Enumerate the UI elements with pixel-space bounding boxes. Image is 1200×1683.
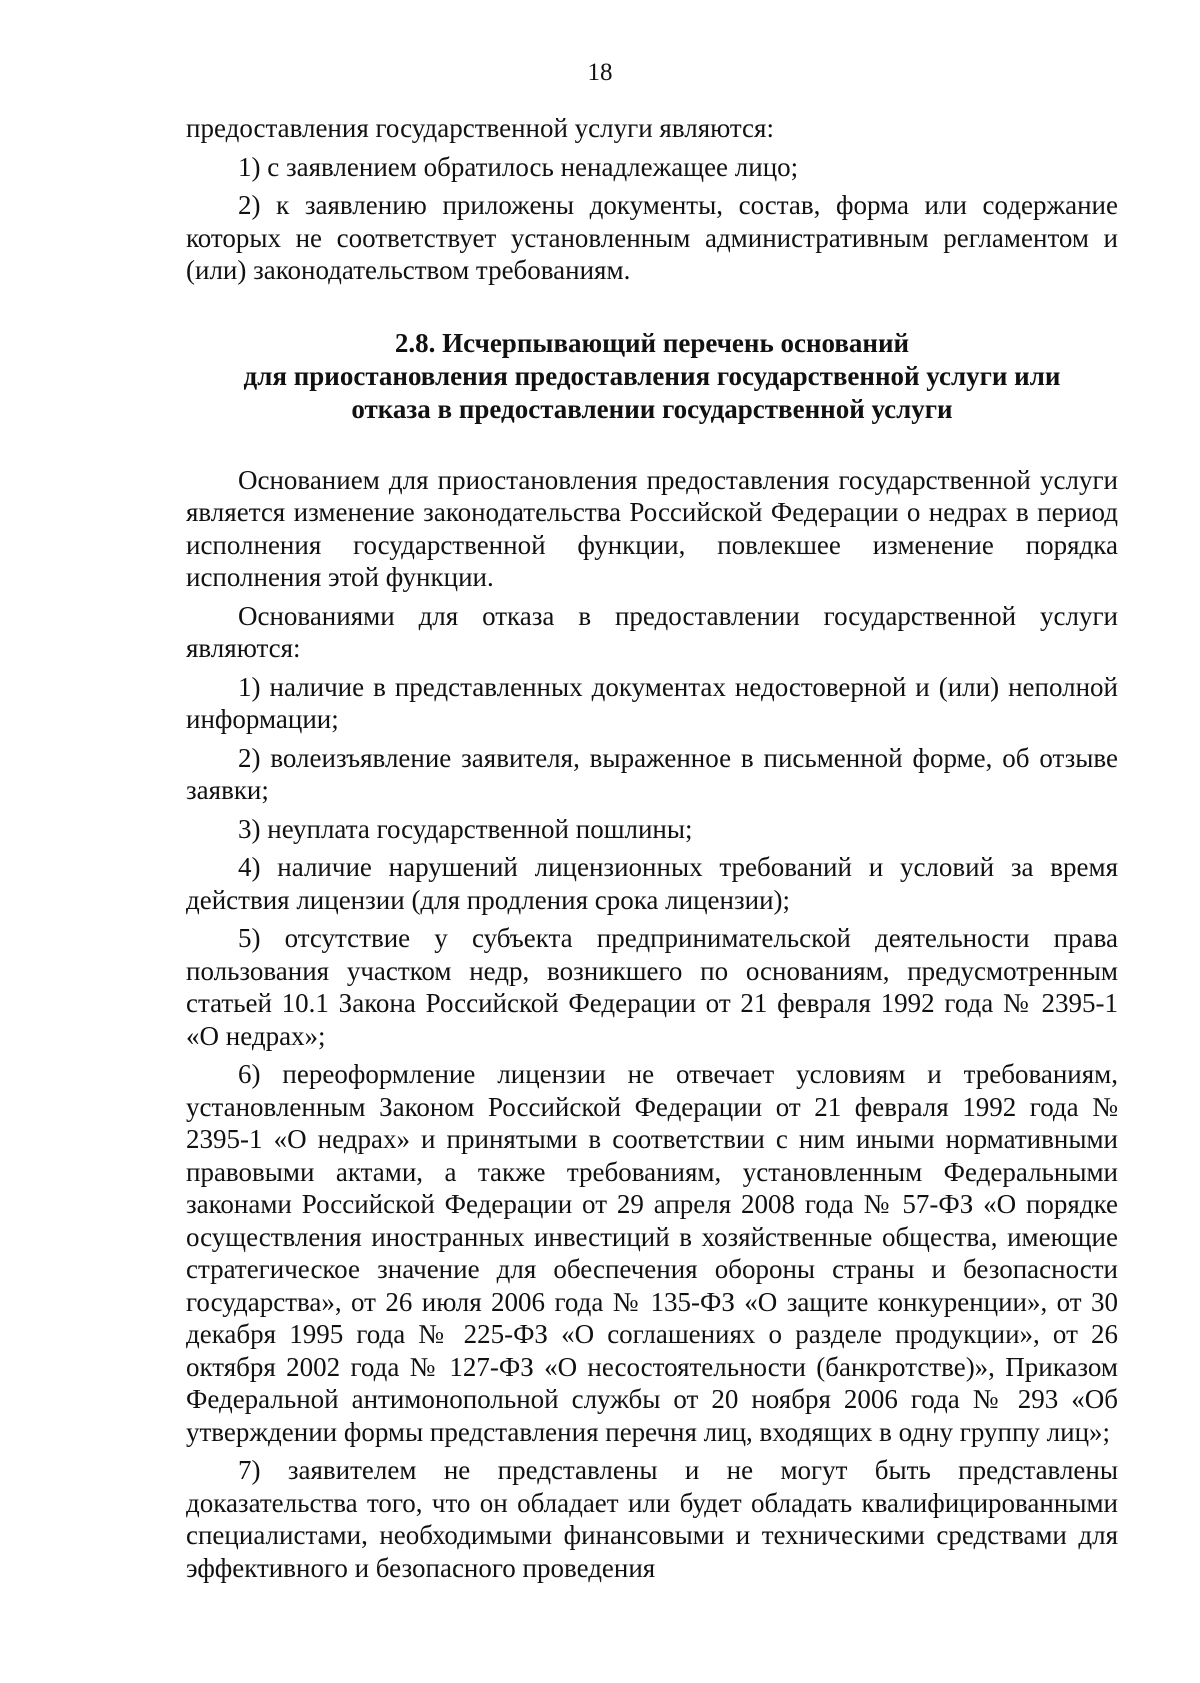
refusal-intro: Основаниями для отказа в предоставлении государственной услуги являются: [186, 600, 1118, 663]
list-item: 2) волеизъявление заявителя, выраженное в письменной форме, об отзыве заявки; [186, 742, 1118, 805]
list-item: 7) заявителем не представлены и не могут быть представлены доказательства того, что он обладает или будет обладать квалифицированными специалистами, необходимыми финансовыми и техническими средствами для эффективного и безопасного проведения [186, 1455, 1118, 1583]
page-content [186, 112, 1118, 1584]
section-heading-line: 2.8. Исчерпывающий перечень оснований [394, 327, 910, 358]
section-heading [186, 327, 1118, 426]
intro-line: предоставления государственной услуги являются: [186, 113, 774, 143]
list-item: 5) отсутствие у субъекта предпринимательской деятельности права пользования участком недр, возникшего по основаниям, предусмотренным статьей 10.1 Закона Российской Федерации от 21 февраля 1992 года № 2395-1 «О недрах»; [186, 923, 1118, 1051]
section-heading-line: отказа в предоставлении государственной услуги [351, 393, 953, 424]
list-item: 6) переоформление лицензии не отвечает условиям и требованиям, установленным Законом Российской Федерации от 21 февраля 1992 года № 2395-1 «О недрах» и принятыми в соответствии с ним иными нормативными правовыми актами, а также требованиям, установленным Федеральными законами Российской Федерации от 29 апреля 2008 года № 57-ФЗ «О порядке осуществления иностранных инвестиций в хозяйственные общества, имеющие стратегическое значение для обеспечения обороны страны и безопасности государства», от 26 июля 2006 года № 135-ФЗ «О защите конкуренции», от 30 декабря 1995 года № 225-ФЗ «О соглашениях о разделе продукции», от 26 октября 2002 года № 127-ФЗ «О несостоятельности (банкротстве)», Приказом Федеральной антимонопольной службы от 20 ноября 2006 года № 293 «Об утверждении формы представления перечня лиц, входящих в одну группу лиц»; [186, 1059, 1118, 1447]
list-item: 1) наличие в представленных документах недостоверной и (или) неполной информации; [186, 671, 1118, 734]
list-item: 3) неуплата государственной пошлины; [238, 813, 693, 844]
list-item: 1) с заявлением обратилось ненадлежащее лицо; [238, 151, 799, 182]
section-heading-line: для приостановления предоставления государственной услуги или [243, 360, 1061, 391]
suspension-paragraph: Основанием для приостановления предоставления государственной услуги является изменение законодательства Российской Федерации о недрах в период исполнения государственной функции, повлекшее изменение порядка исполнения этой функции. [186, 464, 1118, 592]
page-number: 18 [587, 59, 613, 86]
list-item: 2) к заявлению приложены документы, состав, форма или содержание которых не соответствует установленным административным регламентом и (или) законодательством требованиям. [186, 190, 1118, 285]
list-item: 4) наличие нарушений лицензионных требований и условий за время действия лицензии (для продления срока лицензии); [186, 852, 1118, 915]
